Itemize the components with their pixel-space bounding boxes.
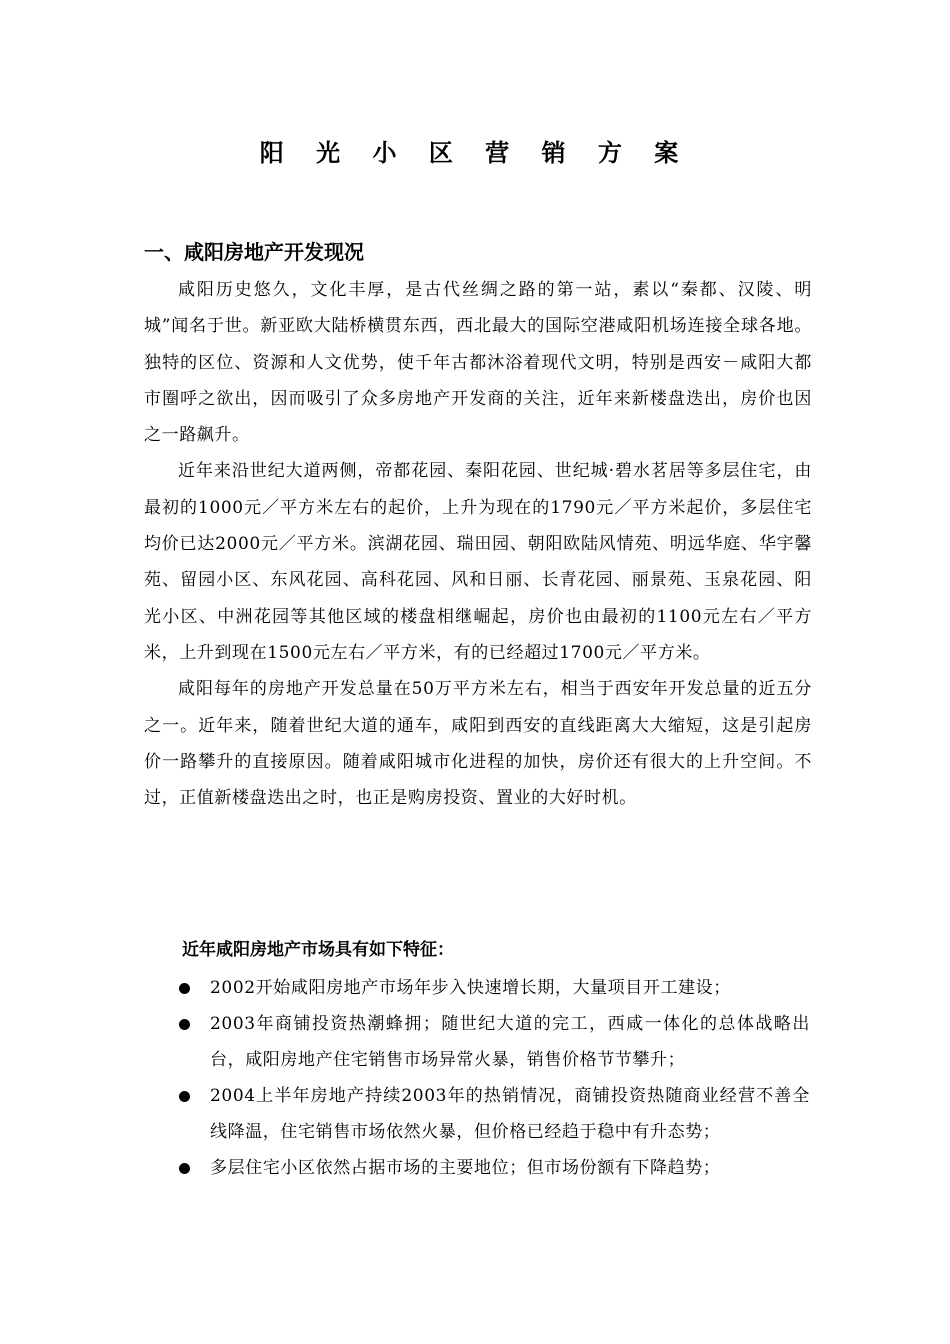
list-item-text: 多层住宅小区依然占据市场的主要地位；但市场份额有下降趋势； [210,1158,721,1178]
paragraph: 咸阳每年的房地产开发总量在50万平方米左右，相当于西安年开发总量的近五分之一。近年来，随着世纪大道的通车，咸阳到西安的直线距离大大缩短，这是引起房价一路攀升的直接原因。随着咸阳城市化进程的加快，房价还有很大的上升空间。不过，正值新楼盘迭出之时，也正是购房投资、置业的大好时机。 [144,679,812,809]
list-item-text: 2002开始咸阳房地产市场年步入快速增长期，大量项目开工建设； [210,978,731,998]
list-item-text: 2003年商铺投资热潮蜂拥；随世纪大道的完工，西咸一体化的总体战略出台，咸阳房地产住宅销售市场异常火暴，销售价格节节攀升； [210,1014,810,1070]
section-body [144,272,812,816]
features-list [170,970,810,1186]
bullet-icon [179,983,190,994]
section-heading: 一、咸阳房地产开发现况 [144,240,364,264]
paragraph: 咸阳历史悠久，文化丰厚，是古代丝绸之路的第一站，素以“秦都、汉陵、明城”闻名于世。新亚欧大陆桥横贯东西，西北最大的国际空港咸阳机场连接全球各地。独特的区位、资源和人文优势，使千年古都沐浴着现代文明，特别是西安－咸阳大都市圈呼之欲出，因而吸引了众多房地产开发商的关注，近年来新楼盘迭出，房价也因之一路飙升。 [144,280,812,446]
list-item-text: 2004上半年房地产持续2003年的热销情况，商铺投资热随商业经营不善全线降温，住宅销售市场依然火暴，但价格已经趋于稳中有升态势； [210,1086,810,1142]
bullet-icon [179,1091,190,1102]
list-item [170,1006,810,1078]
paragraph: 近年来沿世纪大道两侧，帝都花园、秦阳花园、世纪城·碧水茗居等多层住宅，由最初的1000元／平方米左右的起价，上升为现在的1790元／平方米起价，多层住宅均价已达2000元／平方米。滨湖花园、瑞田园、朝阳欧陆风情苑、明远华庭、华宇馨苑、留园小区、东风花园、高科花园、风和日丽、长青花园、丽景苑、玉泉花园、阳光小区、中洲花园等其他区域的楼盘相继崛起，房价也由最初的1100元左右／平方米，上升到现在1500元左右／平方米，有的已经超过1700元／平方米。 [144,461,812,663]
document-title: 阳 光 小 区 营 销 方 案 [259,138,691,167]
bullet-icon [179,1019,190,1030]
list-item [170,1078,810,1150]
bullet-icon [179,1163,190,1174]
list-item [170,1150,810,1186]
features-heading: 近年咸阳房地产市场具有如下特征： [182,940,454,960]
list-item [170,970,810,1006]
